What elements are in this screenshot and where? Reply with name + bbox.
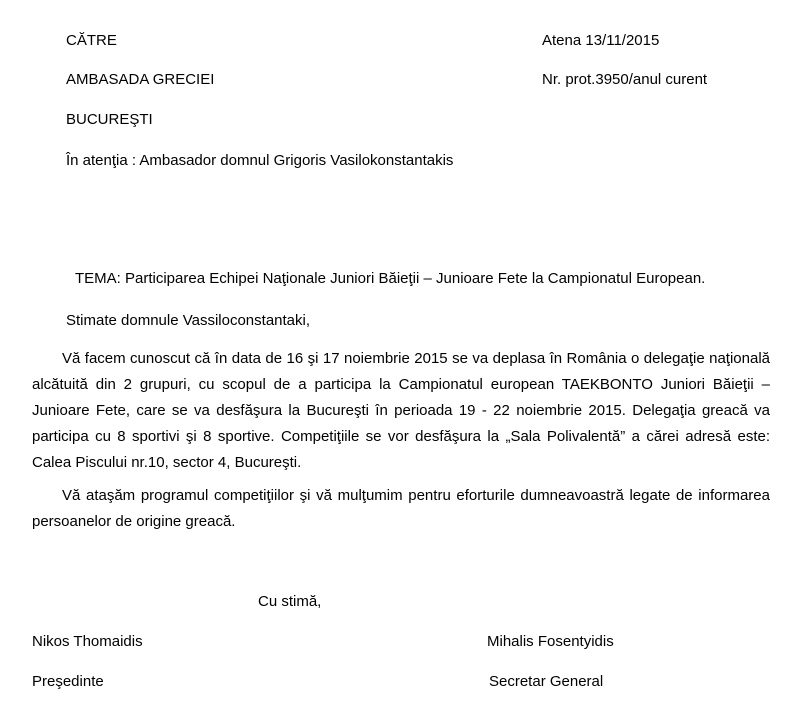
- body-paragraph-2: Vă ataşăm programul competiţiilor şi vă mulţumim pentru eforturile dumneavoastră legate de informarea persoanelor de origine greacă.: [32, 487, 770, 530]
- attention-line: În atenţia : Ambasador domnul Grigoris Vasilokonstantakis: [66, 152, 454, 169]
- recipient-city: BUCUREŞTI: [66, 111, 153, 128]
- recipient-name: AMBASADA GRECIEI: [66, 71, 215, 88]
- signatory-right-title: Secretar General: [489, 673, 604, 690]
- subject-line: TEMA: Participarea Echipei Naţionale Juniori Băieţii – Junioare Fete la Campionatul European.: [75, 270, 706, 287]
- closing: Cu stimă,: [258, 593, 322, 610]
- place-date: Atena 13/11/2015: [542, 32, 660, 49]
- recipient-to-label: CĂTRE: [66, 32, 117, 49]
- signatory-right-name: Mihalis Fosentyidis: [487, 633, 614, 650]
- body-paragraph-1: Vă facem cunoscut că în data de 16 şi 17 noiembrie 2015 se va deplasa în România o delegaţie naţională alcătuită din 2 grupuri, cu scopul de a participa la Campionatul european TAEKBONTO Juniori Băieţii – Junioare Fete, care se va desfăşura la Bucureşti în perioada 19 - 22 noiembrie 2015. Delegaţia greacă va participa cu 8 sportivi şi 8 sportive. Competiţiile se vor desfăşura la „Sala Polivalentă” a cărei adresă este: Calea Piscului nr.10, sector 4, Bucureşti.: [32, 350, 770, 471]
- protocol-number: Nr. prot.3950/anul curent: [542, 71, 708, 88]
- signatory-left-name: Nikos Thomaidis: [32, 633, 143, 650]
- signatory-left-title: Preşedinte: [32, 673, 104, 690]
- salutation: Stimate domnule Vassiloconstantaki,: [66, 312, 311, 329]
